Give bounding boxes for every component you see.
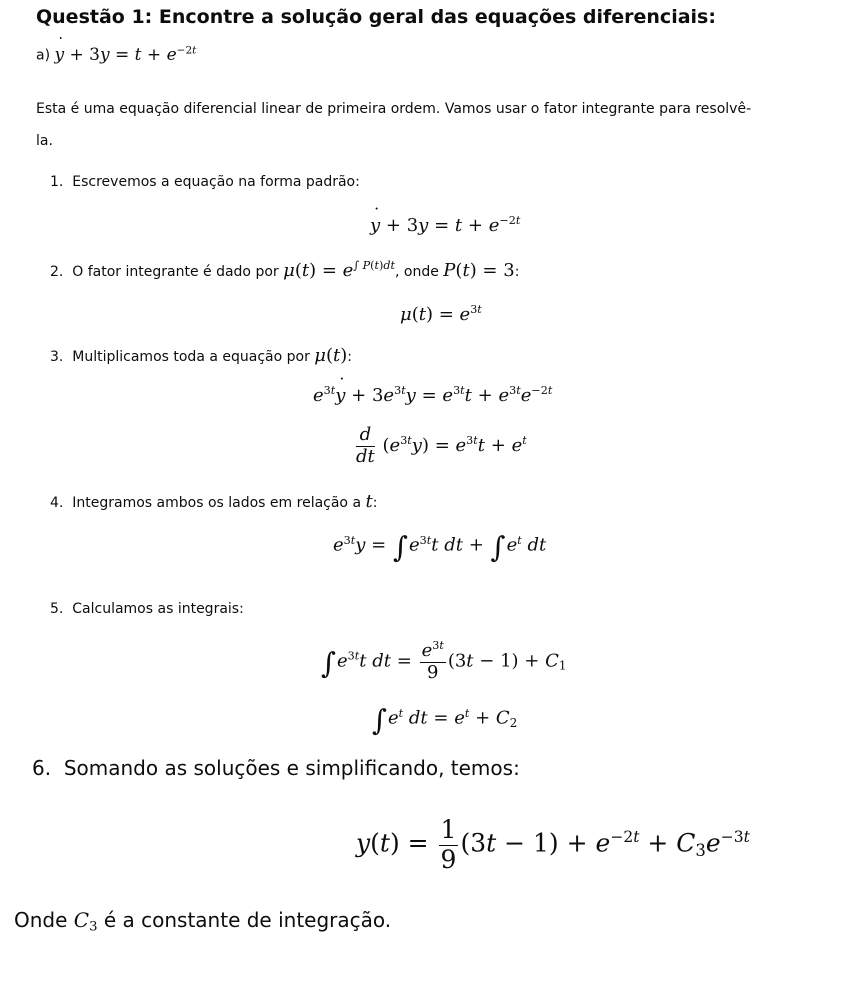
step-5-equation-2: $\int e^t$ dt = $e^t + C_2$: [372, 703, 518, 737]
step-4: 4. Integramos ambos os lados em relação a t:: [50, 491, 378, 512]
part-a-equation: ˙ $y + 3y = t + e^{-2t}$: [55, 45, 197, 65]
step-4-equation: $e^{3t}y = \int e^{3t}t$ dt + $\int e^t$ dt: [333, 530, 547, 564]
intro-line-2: la.: [36, 133, 53, 149]
step-2-equation: $\mu(t) = e^{3t}$: [400, 303, 482, 325]
step-text-end: :: [514, 263, 520, 280]
part-a-statement: [36, 44, 196, 65]
step-1-equation: ˙ $y + 3y = t + e^{-2t}$: [370, 214, 520, 236]
step-text: Multiplicamos toda a equação por: [72, 349, 310, 365]
closing-text-after: é a constante de integração.: [103, 908, 392, 932]
variable-t: t: [365, 491, 373, 512]
step-text: Integramos ambos os lados em relação a: [72, 495, 362, 511]
step-2: [50, 259, 519, 281]
intro-line-1: Esta é uma equação diferencial linear de primeira ordem. Vamos usar o fator integrante para resolvê-: [36, 101, 752, 117]
step-5-equation-1: $\int e^{3t}t$ dt = $\frac{e^{3t}}{9}$ $(3t - 1) + C_1$: [321, 639, 567, 683]
general-solution: y(t) = $\frac{1}{9}$ $(3t - 1) + e^{-2t} + C_3e^{-3t}$: [356, 815, 750, 874]
p-definition: P(t) = 3: [443, 259, 515, 281]
part-a-label: a): [36, 47, 51, 64]
step-6: [32, 756, 520, 780]
integrating-factor-def: $\mu(t) = e^{\int P(t)dt}$: [283, 259, 395, 281]
step-number: 6.: [32, 756, 52, 780]
mu-t: μ(t): [314, 345, 348, 366]
question-heading: Questão 1: Encontre a solução geral das equações diferenciais:: [36, 6, 716, 28]
step-text: Somando as soluções e simplificando, temos:: [63, 756, 520, 780]
step-3-equation-2: $\frac{d}{dt}$ $(e^{3t}y) = e^{3t}t + e^t$: [356, 424, 527, 467]
step-number: 5.: [50, 601, 64, 617]
step-number: 2.: [50, 263, 64, 280]
step-number: 1.: [50, 174, 64, 190]
step-3: 3. Multiplicamos toda a equação por μ(t):: [50, 345, 352, 366]
closing-text-before: Onde: [14, 908, 68, 932]
step-text: O fator integrante é dado por: [72, 263, 279, 280]
step-3-equation-1: $e^{3t}˙$ $y + 3e^{3t}y = e^{3t}t + e^{3t}e^{-2t}$: [313, 384, 552, 406]
step-1: [50, 174, 360, 190]
step-text: Escrevemos a equação na forma padrão:: [72, 174, 360, 190]
constant-c3: $C_3$: [73, 908, 98, 935]
step-number: 4.: [50, 495, 64, 511]
closing-note: [14, 908, 391, 935]
step-text-mid: , onde: [395, 263, 439, 280]
step-number: 3.: [50, 349, 64, 365]
step-5: [50, 601, 244, 617]
step-text: Calculamos as integrais:: [72, 601, 244, 617]
